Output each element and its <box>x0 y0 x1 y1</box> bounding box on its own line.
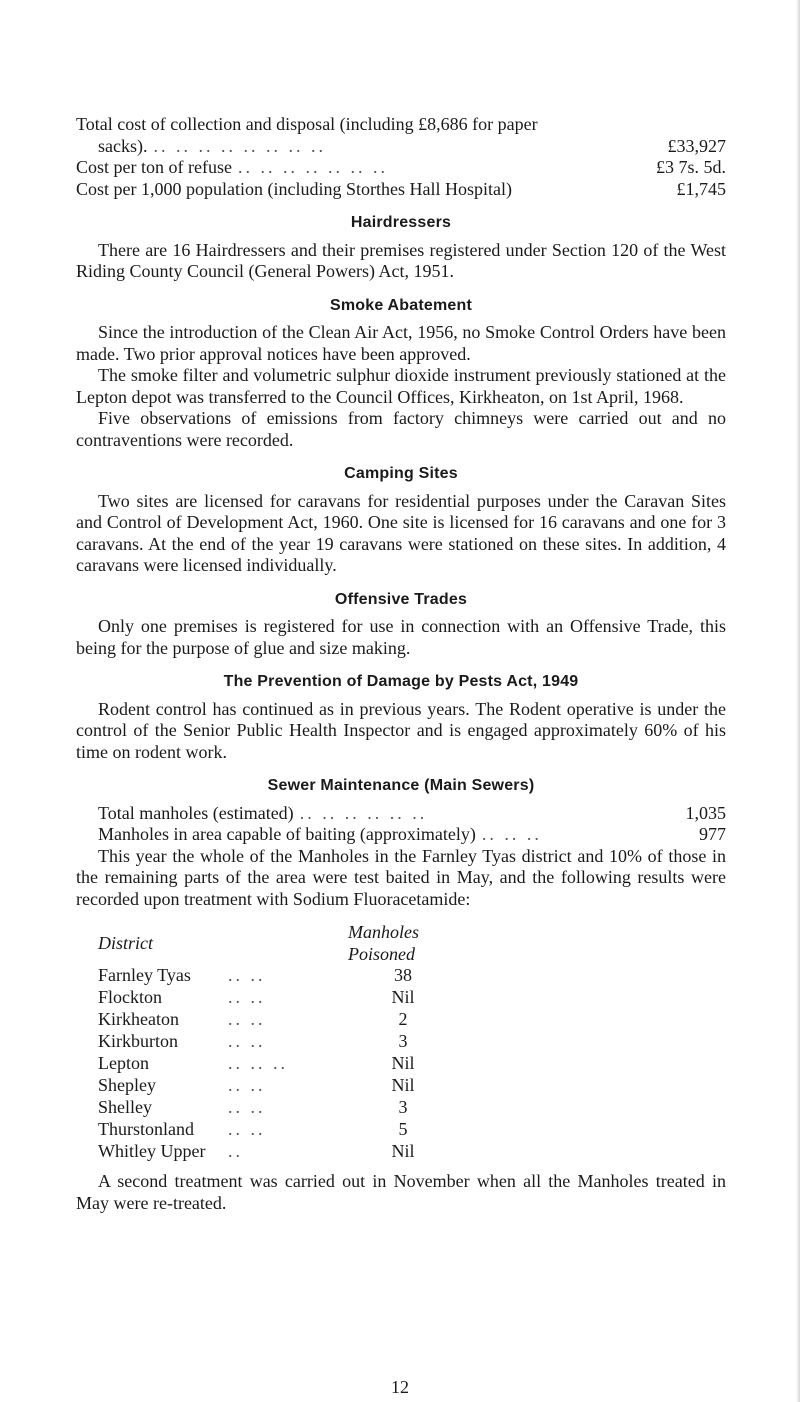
cost-line-3 <box>76 179 726 201</box>
offensive-heading: Offensive Trades <box>334 590 468 608</box>
district-cell: Kirkheaton <box>98 1009 179 1030</box>
leader-dots: .. .. <box>228 1031 266 1052</box>
hairdressers-heading: Hairdressers <box>350 214 452 231</box>
district-header: District <box>98 932 154 953</box>
camping-text: Two sites are licensed for caravans for residential purposes under the Caravan Sites and Control of Development Act, 1960. One site is licensed for 16 caravans and one for 3 caravans. At the end of the year 19 caravans were stationed on these sites. In addition, 4 caravans were licensed individually. <box>76 490 726 575</box>
page-edge-shadow <box>796 0 800 1402</box>
smoke-heading: Smoke Abatement <box>330 296 472 314</box>
pests-heading: The Prevention of Damage by Pests Act, 1949 <box>223 673 579 690</box>
district-cell: Shepley <box>98 1075 156 1096</box>
hairdressers-text: There are 16 Hairdressers and their premises registered under Section 120 of the West Riding County Council (General Powers) Act, 1951. <box>76 239 726 281</box>
manhole-summary <box>76 803 726 846</box>
table-row <box>98 987 458 1009</box>
leader-dots: .. .. .. .. .. .. .. .. <box>153 135 326 156</box>
leader-dots: .. .. <box>228 1075 266 1096</box>
district-cell: Whitley Upper <box>98 1141 206 1162</box>
poisoned-cell: 5 <box>398 1119 408 1140</box>
leader-dots: .. .. .. .. .. .. .. <box>237 157 388 177</box>
offensive-text: Only one premises is registered for use in connection with an Offensive Trade, this being for the purpose of glue and size making. <box>76 616 726 658</box>
leader-dots: .. .. <box>228 1009 266 1030</box>
poisoned-header: Manholes Poisoned <box>348 922 419 964</box>
manhole-label: Manholes in area capable of baiting (approximately) <box>98 824 476 844</box>
cost-value: £3 7s. 5d. <box>655 157 726 177</box>
smoke-paragraph-2: The smoke filter and volumetric sulphur dioxide instrument previously stationed at the Lepton depot was transferred to the Council Offices, Kirkheaton, on 1st April, 1968. <box>76 365 726 407</box>
pests-text: Rodent control has continued as in previous years. The Rodent operative is under the control of the Senior Public Health Inspector and is engaged approximately 60% of his time on rodent work. <box>76 698 726 762</box>
table-row <box>98 1097 458 1119</box>
page-number: 12 <box>391 1377 409 1397</box>
cost-value: £1,745 <box>676 178 726 199</box>
table-row <box>98 1119 458 1141</box>
poisoned-cell: 3 <box>398 1031 408 1052</box>
camping-heading: Camping Sites <box>344 465 458 482</box>
table-row <box>98 1009 458 1031</box>
poisoned-cell: 2 <box>398 1009 408 1030</box>
manhole-row <box>76 803 726 825</box>
cost-label: sacks). <box>98 135 148 156</box>
leader-dots: .. .. <box>228 965 266 986</box>
cost-label: Cost per 1,000 population (including Storthes Hall Hospital) <box>76 178 512 199</box>
manhole-value: 977 <box>699 824 726 844</box>
cost-value: £33,927 <box>667 135 726 156</box>
poisoned-cell: Nil <box>391 987 415 1008</box>
cost-line-2 <box>76 157 726 179</box>
document-page <box>76 114 726 1214</box>
cost-label: Cost per ton of refuse <box>76 157 232 177</box>
poisoned-cell: 38 <box>394 965 412 986</box>
district-cell: Flockton <box>98 987 163 1008</box>
sewer-text: This year the whole of the Manholes in the Farnley Tyas district and 10% of those in the remaining parts of the area were test baited in May, and the following results were recorded upon treatment with Sodium Fluoracetamide: <box>76 845 726 909</box>
sewer-closing-text: A second treatment was carried out in November when all the Manholes treated in May were re-treated. <box>76 1171 726 1213</box>
district-cell: Thurstonland <box>98 1119 194 1140</box>
poisoned-cell: Nil <box>391 1075 415 1096</box>
table-row <box>98 1141 458 1163</box>
leader-dots: .. .. .. .. .. .. <box>299 802 428 823</box>
district-table <box>98 922 458 1163</box>
table-row <box>98 1053 458 1075</box>
district-cell: Lepton <box>98 1053 149 1074</box>
smoke-paragraph-3: Five observations of emissions from factory chimneys were carried out and no contraventions were recorded. <box>76 408 726 450</box>
manhole-label: Total manholes (estimated) <box>98 802 294 823</box>
smoke-paragraph-1: Since the introduction of the Clean Air Act, 1956, no Smoke Control Orders have been made. Two prior approval notices have been approved. <box>76 322 726 364</box>
leader-dots: .. .. <box>228 987 266 1008</box>
cost-summary <box>76 114 726 200</box>
leader-dots: .. .. .. <box>481 824 542 844</box>
district-cell: Kirkburton <box>98 1031 178 1052</box>
table-row <box>98 1075 458 1097</box>
leader-dots: .. .. <box>228 1097 266 1118</box>
district-cell: Farnley Tyas <box>98 965 191 986</box>
district-cell: Shelley <box>98 1097 152 1118</box>
poisoned-cell: 3 <box>398 1097 408 1118</box>
table-row <box>98 965 458 987</box>
leader-dots: .. .. .. <box>228 1053 288 1074</box>
table-row <box>98 1031 458 1053</box>
sewer-heading: Sewer Maintenance (Main Sewers) <box>267 777 535 794</box>
poisoned-cell: Nil <box>391 1141 415 1162</box>
cost-line-1b <box>76 136 726 158</box>
cost-line-1a: Total cost of collection and disposal (including £8,686 for paper <box>76 114 538 134</box>
manhole-value: 1,035 <box>685 802 726 823</box>
manhole-row <box>76 824 726 846</box>
leader-dots: .. .. <box>228 1119 266 1140</box>
table-header-row <box>98 922 458 965</box>
poisoned-cell: Nil <box>391 1053 415 1074</box>
leader-dots: .. <box>228 1141 243 1162</box>
